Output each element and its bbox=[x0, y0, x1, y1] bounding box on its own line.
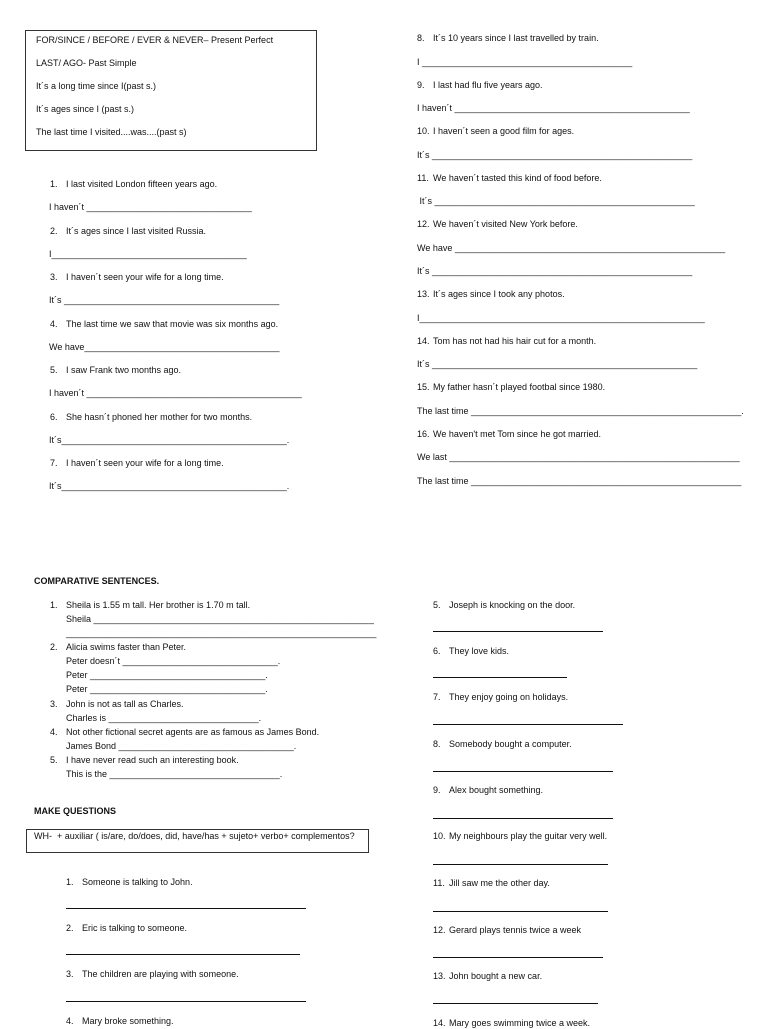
exercise-question: John bought a new car. bbox=[449, 971, 543, 981]
exercise-question: Tom has not had his hair cut for a month. bbox=[433, 336, 597, 346]
exercise-number: 7. bbox=[433, 692, 441, 702]
answer-line[interactable]: It´s ____________________________________________________ bbox=[417, 150, 693, 160]
exercise-number: 6. bbox=[433, 646, 441, 656]
exercise-number: 13. bbox=[417, 289, 430, 299]
exercise-number: 5. bbox=[433, 600, 441, 610]
answer-line[interactable]: Peter doesn´t _______________________________. bbox=[66, 656, 281, 666]
exercise-question: I last had flu five years ago. bbox=[433, 80, 543, 90]
answer-line[interactable] bbox=[433, 818, 613, 819]
exercise-number: 16. bbox=[417, 429, 430, 439]
exercise-number: 2. bbox=[66, 923, 74, 933]
exercise-question: John is not as tall as Charles. bbox=[66, 699, 184, 709]
exercise-number: 13. bbox=[433, 971, 446, 981]
answer-line[interactable]: I haven´t _________________________________ bbox=[49, 202, 252, 212]
exercise-question: Someone is talking to John. bbox=[82, 877, 193, 887]
answer-line[interactable]: We have ______________________________________________________ bbox=[417, 243, 726, 253]
exercise-number: 3. bbox=[66, 969, 74, 979]
answer-line[interactable]: I haven´t _______________________________________________ bbox=[417, 103, 690, 113]
exercise-question: It´s ages since I last visited Russia. bbox=[66, 226, 207, 236]
exercise-question: Mary broke something. bbox=[82, 1016, 174, 1026]
answer-line[interactable]: James Bond ___________________________________. bbox=[66, 741, 297, 751]
exercise-question: Joseph is knocking on the door. bbox=[449, 600, 576, 610]
answer-line[interactable] bbox=[433, 677, 567, 678]
exercise-question: Mary goes swimming twice a week. bbox=[449, 1018, 591, 1028]
section-heading-questions: MAKE QUESTIONS bbox=[34, 806, 117, 816]
answer-line[interactable]: It´s _____________________________________________________ bbox=[417, 359, 698, 369]
exercise-question: My neighbours play the guitar very well. bbox=[449, 831, 608, 841]
answer-line[interactable]: It´s ____________________________________________________ bbox=[417, 196, 695, 206]
grammar-box-line: It´s a long time since I(past s.) bbox=[36, 81, 157, 91]
answer-line[interactable] bbox=[433, 1003, 598, 1004]
exercise-number: 14. bbox=[433, 1018, 446, 1028]
exercise-number: 1. bbox=[50, 179, 58, 189]
answer-line[interactable]: Peter ___________________________________. bbox=[66, 684, 268, 694]
exercise-number: 10. bbox=[417, 126, 430, 136]
exercise-question: Alex bought something. bbox=[449, 785, 544, 795]
exercise-number: 15. bbox=[417, 382, 430, 392]
exercise-question: I haven´t seen your wife for a long time. bbox=[66, 272, 224, 282]
exercise-number: 2. bbox=[50, 642, 58, 652]
answer-line[interactable] bbox=[433, 771, 613, 772]
exercise-question: Jill saw me the other day. bbox=[449, 878, 550, 888]
exercise-number: 3. bbox=[50, 699, 58, 709]
exercise-question: The last time we saw that movie was six months ago. bbox=[66, 319, 279, 329]
answer-line[interactable]: I_______________________________________ bbox=[49, 249, 247, 259]
exercise-number: 12. bbox=[417, 219, 430, 229]
exercise-question: She hasn´t phoned her mother for two months. bbox=[66, 412, 253, 422]
answer-line[interactable] bbox=[433, 631, 603, 632]
exercise-question: Somebody bought a computer. bbox=[449, 739, 572, 749]
answer-line[interactable]: It´s ___________________________________________ bbox=[49, 295, 280, 305]
exercise-number: 4. bbox=[50, 319, 58, 329]
exercise-number: 9. bbox=[433, 785, 441, 795]
exercise-question: Sheila is 1.55 m tall. Her brother is 1.70 m tall. bbox=[66, 600, 251, 610]
answer-line[interactable] bbox=[433, 957, 603, 958]
exercise-question: I haven´t seen a good film for ages. bbox=[433, 126, 575, 136]
answer-line[interactable] bbox=[433, 724, 623, 725]
exercise-number: 11. bbox=[417, 173, 429, 183]
answer-line[interactable]: Charles is ______________________________. bbox=[66, 713, 262, 723]
answer-line[interactable]: I __________________________________________ bbox=[417, 57, 633, 67]
answer-line[interactable]: ______________________________________________________________ bbox=[66, 628, 377, 638]
answer-line[interactable] bbox=[66, 954, 300, 955]
answer-line[interactable]: The last time ______________________________________________________ bbox=[417, 476, 742, 486]
exercise-number: 4. bbox=[66, 1016, 74, 1026]
exercise-number: 8. bbox=[417, 33, 425, 43]
exercise-question: I have never read such an interesting book. bbox=[66, 755, 239, 765]
exercise-number: 8. bbox=[433, 739, 441, 749]
exercise-number: 1. bbox=[50, 600, 58, 610]
exercise-question: Alicia swims faster than Peter. bbox=[66, 642, 187, 652]
answer-line[interactable]: It´s_____________________________________________. bbox=[49, 481, 290, 491]
exercise-question: Not other fictional secret agents are as famous as James Bond. bbox=[66, 727, 320, 737]
exercise-question: It´s 10 years since I last travelled by train. bbox=[433, 33, 599, 43]
answer-line[interactable] bbox=[433, 911, 608, 912]
exercise-question: The children are playing with someone. bbox=[82, 969, 239, 979]
grammar-box-line: The last time I visited....was....(past s) bbox=[36, 127, 187, 137]
question-rule-text: WH- + auxiliar ( is/are, do/does, did, have/has + sujeto+ verbo+ complementos? bbox=[34, 831, 355, 841]
exercise-question: We haven't met Tom since he got married. bbox=[433, 429, 601, 439]
exercise-number: 4. bbox=[50, 727, 58, 737]
grammar-box-title: FOR/SINCE / BEFORE / EVER & NEVER– Present Perfect bbox=[36, 35, 274, 45]
exercise-question: Eric is talking to someone. bbox=[82, 923, 188, 933]
exercise-number: 10. bbox=[433, 831, 446, 841]
answer-line[interactable]: It´s_____________________________________________. bbox=[49, 435, 290, 445]
answer-line[interactable] bbox=[66, 1001, 306, 1002]
exercise-number: 11. bbox=[433, 878, 445, 888]
answer-line[interactable]: We have_______________________________________ bbox=[49, 342, 280, 352]
exercise-question: We haven´t tasted this kind of food before. bbox=[433, 173, 602, 183]
exercise-question: We haven´t visited New York before. bbox=[433, 219, 578, 229]
answer-line[interactable]: The last time ______________________________________________________. bbox=[417, 406, 744, 416]
grammar-box-line: LAST/ AGO- Past Simple bbox=[36, 58, 137, 68]
answer-line[interactable]: I_________________________________________________________ bbox=[417, 313, 705, 323]
exercise-question: I haven´t seen your wife for a long time. bbox=[66, 458, 224, 468]
exercise-number: 7. bbox=[50, 458, 58, 468]
exercise-number: 5. bbox=[50, 365, 58, 375]
answer-line[interactable]: I haven´t ___________________________________________ bbox=[49, 388, 302, 398]
exercise-number: 12. bbox=[433, 925, 446, 935]
answer-line[interactable]: Peter ___________________________________. bbox=[66, 670, 268, 680]
exercise-number: 9. bbox=[417, 80, 425, 90]
exercise-question: I last visited London fifteen years ago. bbox=[66, 179, 218, 189]
exercise-number: 2. bbox=[50, 226, 58, 236]
answer-line[interactable]: This is the __________________________________. bbox=[66, 769, 283, 779]
answer-line[interactable] bbox=[66, 908, 306, 909]
exercise-number: 5. bbox=[50, 755, 58, 765]
exercise-number: 14. bbox=[417, 336, 430, 346]
exercise-question: It´s ages since I took any photos. bbox=[433, 289, 565, 299]
answer-line[interactable]: Sheila ________________________________________________________ bbox=[66, 614, 374, 624]
section-heading-comparative: COMPARATIVE SENTENCES. bbox=[34, 576, 160, 586]
exercise-question: They love kids. bbox=[449, 646, 510, 656]
answer-line[interactable]: It´s ____________________________________________________ bbox=[417, 266, 693, 276]
exercise-question: They enjoy going on holidays. bbox=[449, 692, 569, 702]
answer-line[interactable] bbox=[433, 864, 608, 865]
answer-line[interactable]: We last __________________________________________________________ bbox=[417, 452, 740, 462]
exercise-question: Gerard plays tennis twice a week bbox=[449, 925, 582, 935]
grammar-box-line: It´s ages since I (past s.) bbox=[36, 104, 135, 114]
exercise-number: 6. bbox=[50, 412, 58, 422]
exercise-number: 1. bbox=[66, 877, 74, 887]
exercise-number: 3. bbox=[50, 272, 58, 282]
exercise-question: My father hasn´t played footbal since 1980. bbox=[433, 382, 606, 392]
exercise-question: I saw Frank two months ago. bbox=[66, 365, 182, 375]
